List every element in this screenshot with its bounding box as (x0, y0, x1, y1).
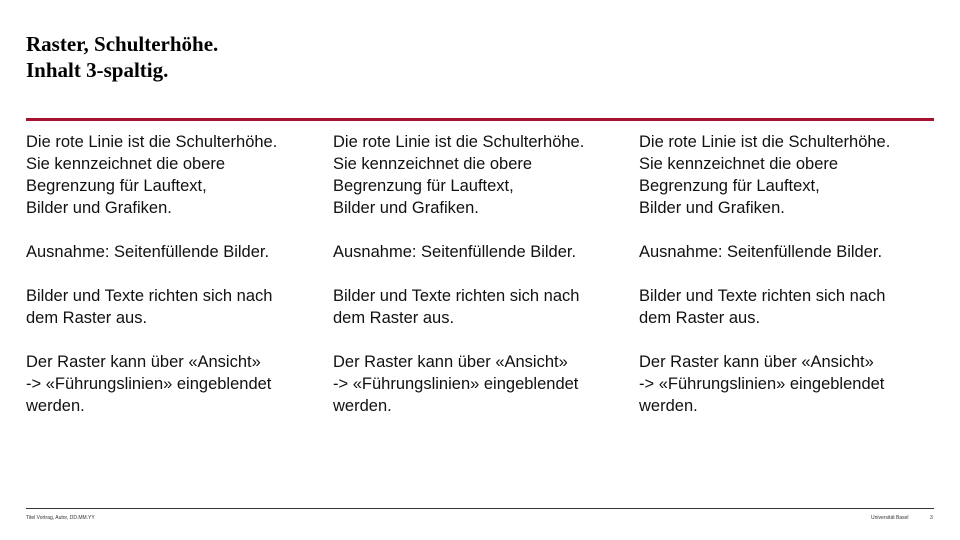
text-line: Ausnahme: Seitenfüllende Bilder. (639, 243, 883, 261)
text-line: Bilder und Grafiken. (639, 199, 785, 217)
paragraph-grid-alignment (639, 285, 929, 329)
text-line: Sie kennzeichnet die obere (639, 155, 839, 173)
text-line: Bilder und Grafiken. (333, 199, 479, 217)
text-line: Bilder und Texte richten sich nach (639, 287, 886, 305)
paragraph-guides (333, 351, 623, 417)
text-line: Der Raster kann über «Ansicht» (639, 353, 874, 371)
text-line: dem Raster aus. (639, 309, 761, 327)
paragraph-exception (333, 241, 623, 263)
content-column-3 (639, 131, 929, 439)
paragraph-exception (639, 241, 929, 263)
text-line: Sie kennzeichnet die obere (333, 155, 533, 173)
page-number: 3 (930, 515, 933, 521)
text-line: dem Raster aus. (26, 309, 148, 327)
paragraph-red-line (639, 131, 929, 219)
slide-title (26, 31, 218, 83)
text-line: Bilder und Texte richten sich nach (333, 287, 580, 305)
paragraph-red-line (333, 131, 623, 219)
shoulder-height-line (26, 118, 934, 121)
paragraph-guides (26, 351, 316, 417)
text-line: -> «Führungslinien» eingeblendet (333, 375, 579, 393)
text-line: Die rote Linie ist die Schulterhöhe. (639, 133, 891, 151)
paragraph-red-line (26, 131, 316, 219)
text-line: Sie kennzeichnet die obere (26, 155, 226, 173)
text-line: werden. (26, 397, 85, 415)
text-line: -> «Führungslinien» eingeblendet (639, 375, 885, 393)
text-line: Begrenzung für Lauftext, (333, 177, 514, 195)
text-line: Bilder und Grafiken. (26, 199, 172, 217)
text-line: Der Raster kann über «Ansicht» (26, 353, 261, 371)
text-line: Ausnahme: Seitenfüllende Bilder. (333, 243, 577, 261)
paragraph-guides (639, 351, 929, 417)
footer-institution: Universität Basel (871, 515, 909, 521)
footer-presentation-info: Titel Vortrag, Autor, DD.MM.YY (26, 515, 95, 521)
text-line: Der Raster kann über «Ansicht» (333, 353, 568, 371)
text-line: Bilder und Texte richten sich nach (26, 287, 273, 305)
text-line: dem Raster aus. (333, 309, 455, 327)
slide-title-line-2: Inhalt 3-spaltig. (26, 58, 169, 82)
footer-divider (26, 508, 934, 509)
text-line: Begrenzung für Lauftext, (26, 177, 207, 195)
content-column-2 (333, 131, 623, 439)
paragraph-grid-alignment (26, 285, 316, 329)
paragraph-exception (26, 241, 316, 263)
text-line: Begrenzung für Lauftext, (639, 177, 820, 195)
slide-title-line-1: Raster, Schulterhöhe. (26, 32, 219, 56)
text-line: Die rote Linie ist die Schulterhöhe. (26, 133, 278, 151)
text-line: Die rote Linie ist die Schulterhöhe. (333, 133, 585, 151)
text-line: werden. (639, 397, 698, 415)
text-line: werden. (333, 397, 392, 415)
text-line: -> «Führungslinien» eingeblendet (26, 375, 272, 393)
paragraph-grid-alignment (333, 285, 623, 329)
text-line: Ausnahme: Seitenfüllende Bilder. (26, 243, 270, 261)
content-column-1 (26, 131, 316, 439)
